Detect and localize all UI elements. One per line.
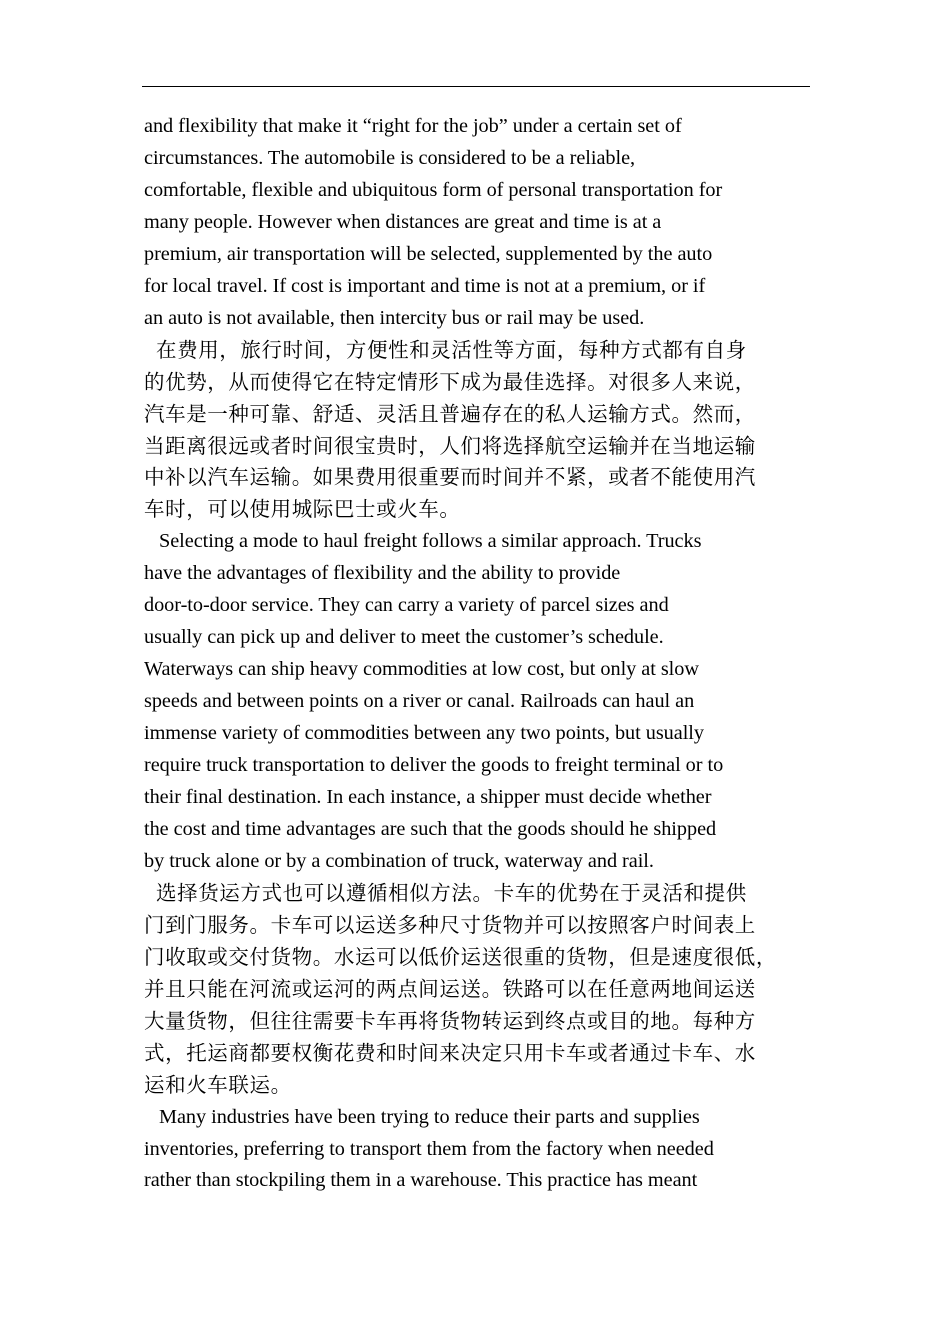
text-line: 选择货运方式也可以遵循相似方法。卡车的优势在于灵活和提供: [156, 880, 747, 905]
paragraph-chinese-passenger-modes: [144, 335, 812, 527]
text-line: by truck alone or by a combination of truck, waterway and rail.: [144, 849, 654, 872]
text-line: an auto is not available, then intercity bus or rail may be used.: [144, 306, 645, 329]
text-line: 车时，可以使用城际巴士或火车。: [144, 497, 461, 522]
text-line: Many industries have been trying to reduce their parts and supplies: [159, 1105, 700, 1128]
text-line: Selecting a mode to haul freight follows a similar approach. Trucks: [159, 530, 702, 553]
paragraph-english-freight-modes: [144, 526, 812, 877]
header-rule: [142, 86, 810, 87]
text-line: inventories, preferring to transport them from the factory when needed: [144, 1137, 714, 1160]
paragraph-chinese-freight-modes: [144, 878, 812, 1102]
text-line: circumstances. The automobile is considered to be a reliable,: [144, 146, 636, 169]
text-line: 大量货物，但往往需要卡车再将货物转运到终点或目的地。每种方: [144, 1008, 756, 1033]
text-line: usually can pick up and deliver to meet the customer’s schedule.: [144, 626, 664, 649]
paragraph-english-inventories: [144, 1102, 812, 1198]
text-line: the cost and time advantages are such that the goods should he shipped: [144, 817, 717, 840]
text-line: 门到门服务。卡车可以运送多种尺寸货物并可以按照客户时间表上: [144, 912, 756, 937]
body-text: [144, 111, 812, 1197]
text-line: 门收取或交付货物。水运可以低价运送很重的货物，但是速度很低，: [144, 944, 777, 969]
paragraph-english-passenger-modes: [144, 111, 812, 335]
text-line: 当距离很远或者时间很宝贵时，人们将选择航空运输并在当地运输: [144, 433, 756, 458]
text-line: 式，托运商都要权衡花费和时间来决定只用卡车或者通过卡车、水: [144, 1040, 756, 1065]
text-line: speeds and between points on a river or canal. Railroads can haul an: [144, 690, 695, 713]
text-line: door-to-door service. They can carry a variety of parcel sizes and: [144, 594, 669, 617]
text-line: many people. However when distances are great and time is at a: [144, 210, 662, 233]
text-line: require truck transportation to deliver the goods to freight terminal or to: [144, 754, 724, 777]
text-line: immense variety of commodities between any two points, but usually: [144, 722, 704, 745]
text-line: have the advantages of flexibility and the ability to provide: [144, 562, 621, 585]
text-line: premium, air transportation will be selected, supplemented by the auto: [144, 242, 713, 265]
text-line: 在费用，旅行时间，方便性和灵活性等方面，每种方式都有自身: [156, 337, 747, 362]
text-line: comfortable, flexible and ubiquitous form of personal transportation for: [144, 178, 723, 201]
text-line: rather than stockpiling them in a warehouse. This practice has meant: [144, 1169, 698, 1192]
text-line: 运和火车联运。: [144, 1072, 292, 1097]
text-line: 的优势，从而使得它在特定情形下成为最佳选择。对很多人来说，: [144, 369, 756, 394]
text-line: and flexibility that make it “right for the job” under a certain set of: [144, 115, 682, 137]
text-line: 并且只能在河流或运河的两点间运送。铁路可以在任意两地间运送: [144, 976, 756, 1001]
text-line: Waterways can ship heavy commodities at low cost, but only at slow: [144, 658, 699, 681]
text-line: 中补以汽车运输。如果费用很重要而时间并不紧，或者不能使用汽: [144, 465, 756, 490]
text-line: 汽车是一种可靠、舒适、灵活且普遍存在的私人运输方式。然而，: [144, 401, 756, 426]
text-line: their final destination. In each instance, a shipper must decide whether: [144, 786, 712, 809]
text-line: for local travel. If cost is important and time is not at a premium, or if: [144, 274, 706, 297]
